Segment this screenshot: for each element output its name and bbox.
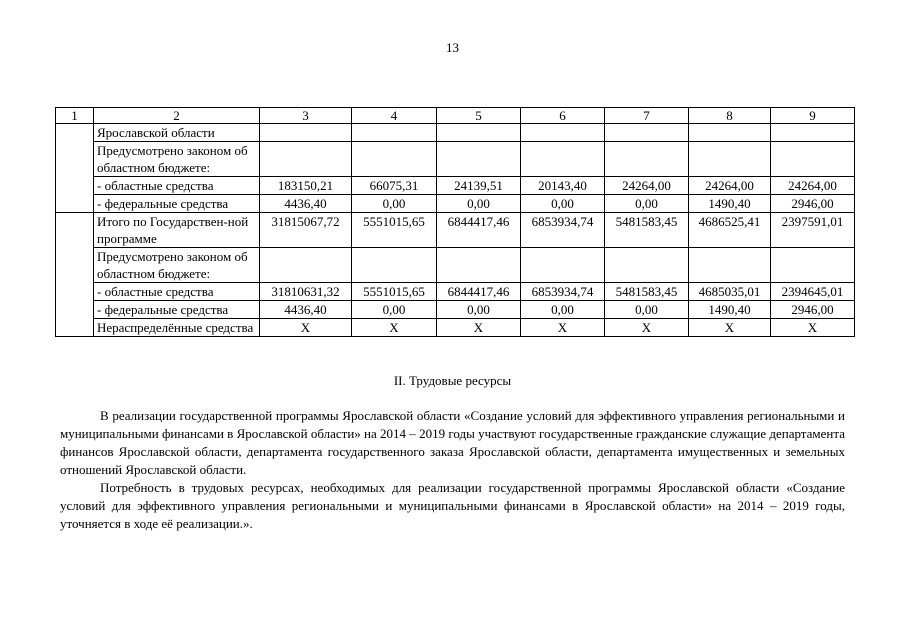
table-cell [771, 124, 855, 142]
table-row [56, 301, 855, 319]
table-row [56, 142, 855, 177]
column-header: 6 [521, 108, 605, 124]
budget-table [55, 107, 855, 337]
table-cell: 6844417,46 [437, 283, 521, 301]
table-cell: Х [605, 319, 689, 337]
table-cell: Х [771, 319, 855, 337]
column-header: 4 [352, 108, 437, 124]
table-cell: 0,00 [605, 301, 689, 319]
table-cell [605, 124, 689, 142]
table-row [56, 177, 855, 195]
table-cell: 6844417,46 [437, 213, 521, 248]
table-cell: 2946,00 [771, 301, 855, 319]
row-label: Нераспределённые средства [94, 319, 260, 337]
page-number: 13 [446, 40, 459, 55]
table-row [56, 283, 855, 301]
table-cell [605, 248, 689, 283]
table-cell [437, 248, 521, 283]
table-row [56, 319, 855, 337]
table-cell: Х [352, 319, 437, 337]
table-cell: 24139,51 [437, 177, 521, 195]
table-cell: 6853934,74 [521, 283, 605, 301]
table-cell: 0,00 [437, 195, 521, 213]
table-cell [352, 248, 437, 283]
column-header: 1 [56, 108, 94, 124]
table-cell: 0,00 [352, 301, 437, 319]
table-cell [521, 124, 605, 142]
table-row [56, 195, 855, 213]
table-cell: 5551015,65 [352, 213, 437, 248]
table-cell: 6853934,74 [521, 213, 605, 248]
table-cell: 0,00 [352, 195, 437, 213]
table-cell [260, 142, 352, 177]
table-row [56, 124, 855, 142]
column-header: 5 [437, 108, 521, 124]
table-cell: 4685035,01 [689, 283, 771, 301]
column-header: 7 [605, 108, 689, 124]
table-row [56, 213, 855, 248]
table-cell: 24264,00 [771, 177, 855, 195]
body-text [60, 407, 845, 533]
table-cell: 2397591,01 [771, 213, 855, 248]
table-cell [260, 124, 352, 142]
table-cell: 0,00 [605, 195, 689, 213]
table-cell: Х [689, 319, 771, 337]
section-title: II. Трудовые ресурсы [393, 373, 512, 388]
table-cell [689, 248, 771, 283]
table-cell: 5481583,45 [605, 213, 689, 248]
table-cell: 5481583,45 [605, 283, 689, 301]
row-group-number-cell [56, 213, 94, 337]
table-cell [771, 142, 855, 177]
table-cell [352, 124, 437, 142]
table-cell: 66075,31 [352, 177, 437, 195]
column-header: 2 [94, 108, 260, 124]
table-cell: Х [437, 319, 521, 337]
table-cell: 2946,00 [771, 195, 855, 213]
column-header: 9 [771, 108, 855, 124]
row-group-number-cell [56, 124, 94, 213]
table-cell [260, 248, 352, 283]
table-cell [437, 142, 521, 177]
table-cell: 183150,21 [260, 177, 352, 195]
row-label: - областные средства [94, 283, 260, 301]
row-label: - областные средства [94, 177, 260, 195]
table-cell: 4686525,41 [689, 213, 771, 248]
table-cell: 24264,00 [605, 177, 689, 195]
column-header: 8 [689, 108, 771, 124]
table-row [56, 248, 855, 283]
table-cell [689, 124, 771, 142]
table-cell: 0,00 [521, 301, 605, 319]
table-cell: 2394645,01 [771, 283, 855, 301]
table-cell: 4436,40 [260, 195, 352, 213]
row-label: - федеральные средства [94, 301, 260, 319]
table-cell [605, 142, 689, 177]
table-cell: 1490,40 [689, 301, 771, 319]
row-label: Предусмотрено законом об областном бюджете: [94, 142, 260, 177]
row-label: Предусмотрено законом об областном бюджете: [94, 248, 260, 283]
table-cell: 1490,40 [689, 195, 771, 213]
table-cell: 31810631,32 [260, 283, 352, 301]
table-cell [521, 142, 605, 177]
row-label: Ярославской области [94, 124, 260, 142]
table-cell: 0,00 [437, 301, 521, 319]
table-header-row [56, 108, 855, 124]
table-cell: 24264,00 [689, 177, 771, 195]
table-cell: 4436,40 [260, 301, 352, 319]
table-cell: 31815067,72 [260, 213, 352, 248]
row-label: - федеральные средства [94, 195, 260, 213]
paragraph: Потребность в трудовых ресурсах, необходимых для реализации государственной программы Ярославской области «Создание условий для эффективного управления региональными и муниципальными финансами в Ярославской области» на 2014 – 2019 годы, уточняется в ходе её реализации.». [60, 480, 845, 531]
table-cell [771, 248, 855, 283]
table-cell [352, 142, 437, 177]
table-cell [689, 142, 771, 177]
paragraph: В реализации государственной программы Ярославской области «Создание условий для эффективного управления региональными и муниципальными финансами в Ярославской области» на 2014 – 2019 годы участвуют государственные гражданские служащие департамента финансов Ярославской области, департамента государственного заказа Ярославской области, департамента имущественных и земельных отношений Ярославской области. [60, 408, 845, 477]
table-cell: 5551015,65 [352, 283, 437, 301]
row-label: Итого по Государствен-ной программе [94, 213, 260, 248]
table-cell: 0,00 [521, 195, 605, 213]
table-cell [521, 248, 605, 283]
column-header: 3 [260, 108, 352, 124]
table-cell: Х [260, 319, 352, 337]
table-cell [437, 124, 521, 142]
table-cell: Х [521, 319, 605, 337]
table-cell: 20143,40 [521, 177, 605, 195]
